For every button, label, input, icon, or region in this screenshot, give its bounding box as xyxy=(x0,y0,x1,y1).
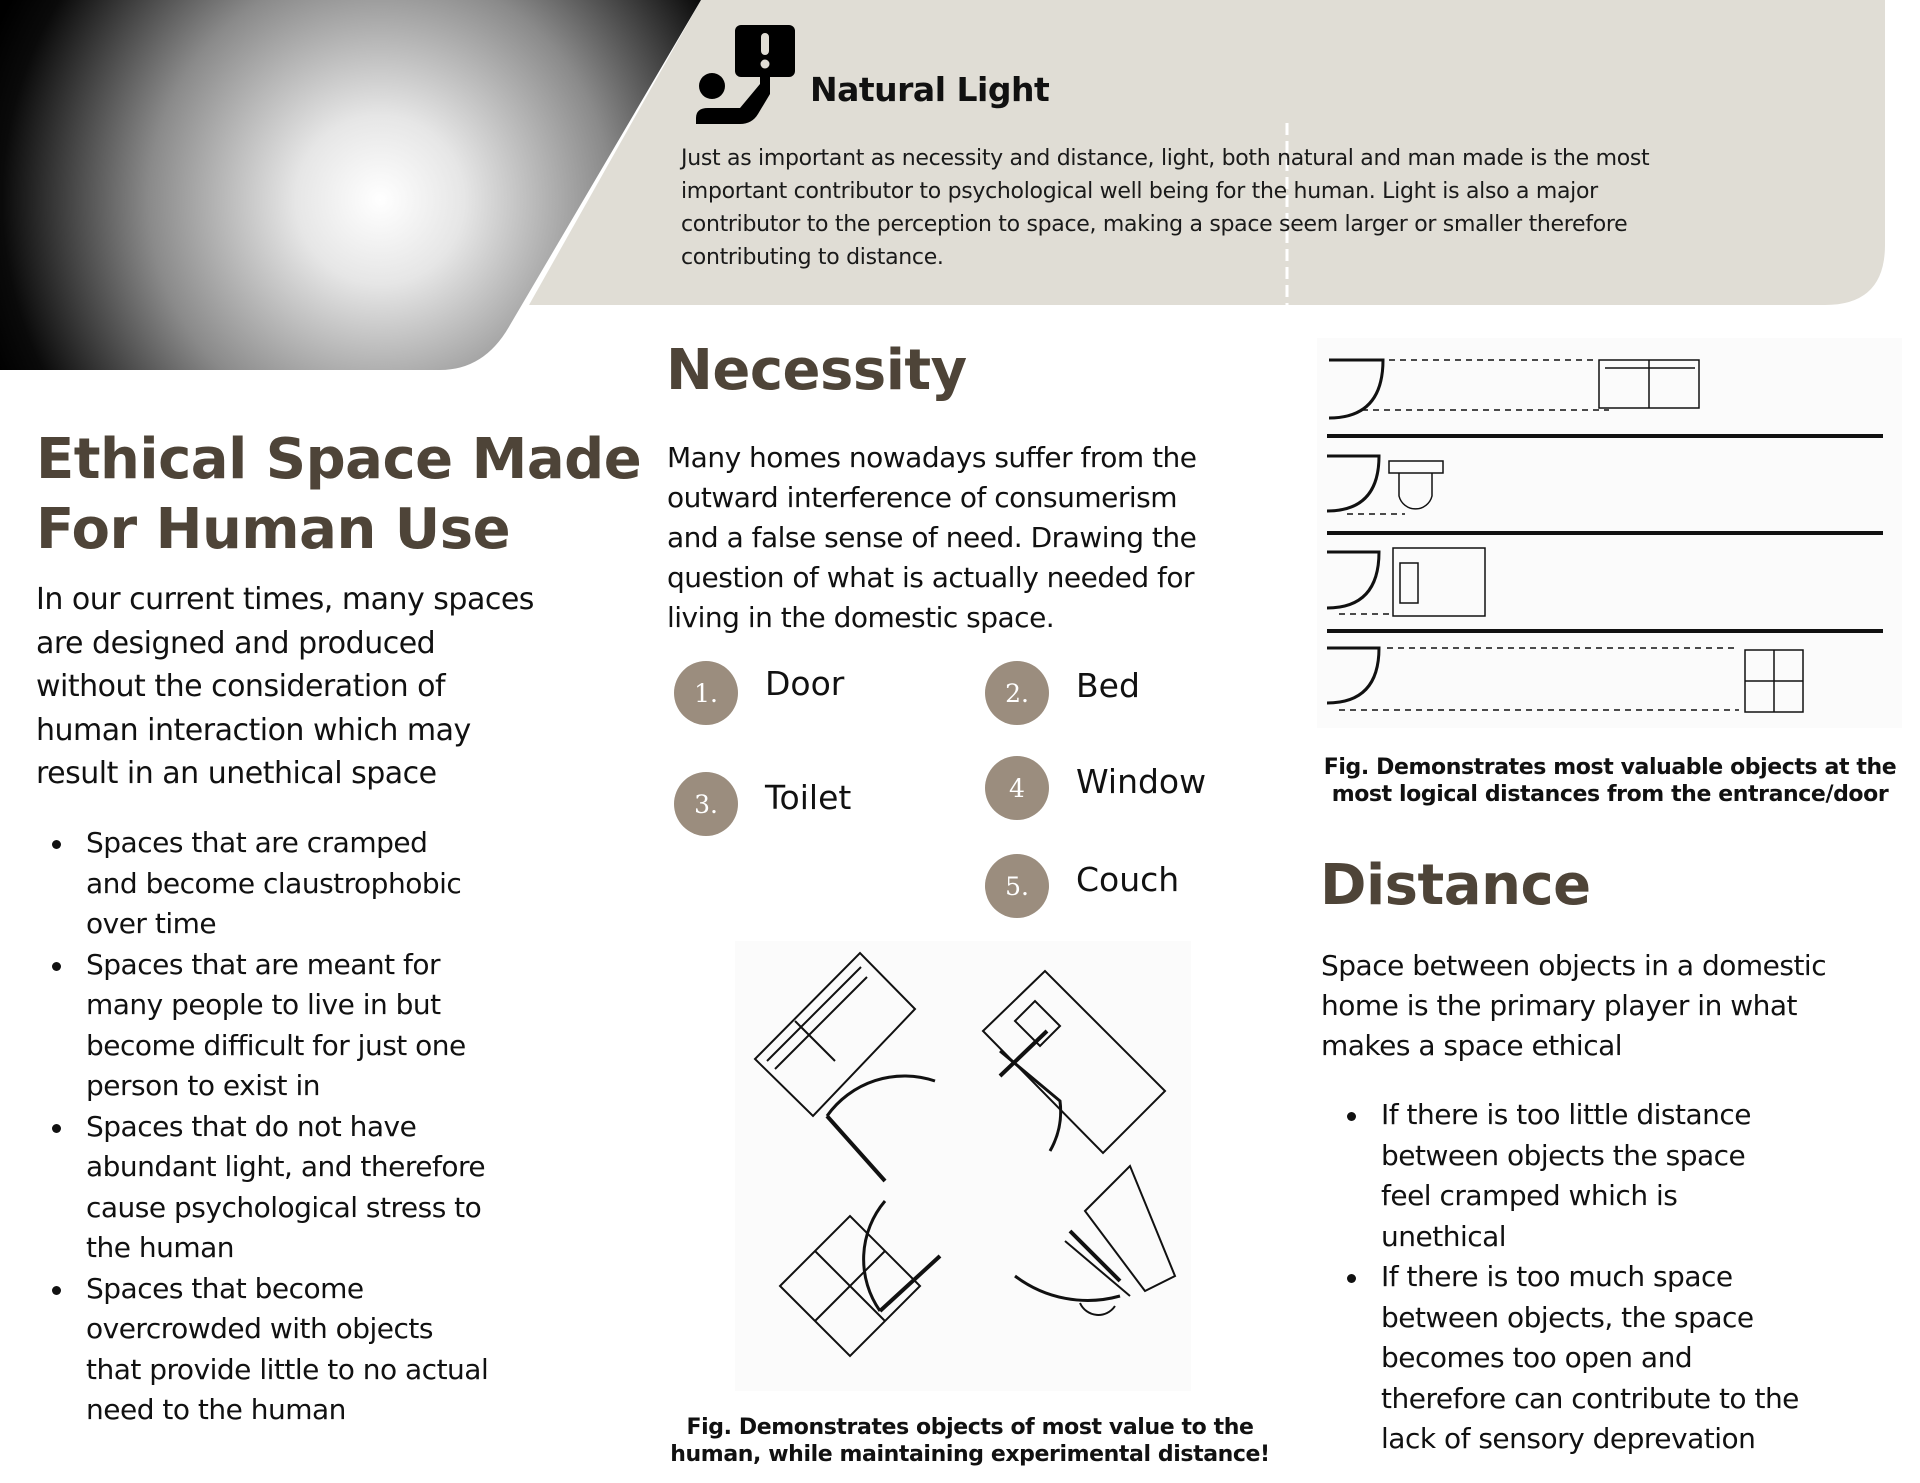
text-line: Space between objects in a domestic xyxy=(1321,949,1827,982)
text-line: without the consideration of xyxy=(36,669,446,704)
text-line: home is the primary player in what xyxy=(1321,989,1798,1022)
distance-list xyxy=(1381,1095,1799,1460)
list-item: If there is too little distance between objects the space feel cramped which is unethical xyxy=(1381,1095,1799,1257)
item-label: Bed xyxy=(1076,666,1140,705)
caption-line: most logical distances from the entrance/door xyxy=(1331,782,1889,807)
number-badge: 3. xyxy=(674,772,738,836)
title-line: Ethical Space Made xyxy=(36,427,642,492)
title-line: For Human Use xyxy=(36,497,511,562)
distance-figure-caption xyxy=(1310,754,1910,808)
number-badge: 4 xyxy=(985,756,1049,820)
natural-light-title: Natural Light xyxy=(810,70,1050,109)
list-item: Spaces that become overcrowded with objects that provide little to no actual need to the human xyxy=(86,1269,488,1431)
necessity-figure-caption xyxy=(640,1414,1300,1468)
text-line: human interaction which may xyxy=(36,712,471,748)
list-item: Spaces that do not have abundant light, and therefore cause psychological stress to the human xyxy=(86,1107,488,1269)
item-label: Toilet xyxy=(765,778,852,817)
necessity-heading: Necessity xyxy=(666,338,967,403)
item-label: Door xyxy=(765,664,845,703)
item-label: Couch xyxy=(1076,860,1180,899)
list-item: Spaces that are cramped and become claustrophobic over time xyxy=(86,823,488,945)
text-line: contributor to the perception to space, making a space seem larger or smaller therefore xyxy=(681,212,1628,237)
distance-paragraph xyxy=(1321,946,1826,1066)
caption-line: human, while maintaining experimental distance! xyxy=(670,1442,1270,1467)
necessity-paragraph xyxy=(667,438,1197,638)
item-label: Window xyxy=(1076,762,1207,801)
text-line: makes a space ethical xyxy=(1321,1029,1623,1062)
caption-line: Fig. Demonstrates most valuable objects at the xyxy=(1323,755,1897,780)
number-badge: 5. xyxy=(985,854,1049,918)
distance-heading: Distance xyxy=(1320,853,1591,918)
text-line: important contributor to psychological well being for the human. Light is also a major xyxy=(681,179,1598,204)
page-title xyxy=(36,425,641,565)
floor-plan-figure xyxy=(735,941,1191,1391)
light-glow-image xyxy=(0,0,701,370)
natural-light-body xyxy=(681,142,1649,274)
text-line: living in the domestic space. xyxy=(667,601,1055,634)
list-item: Spaces that are meant for many people to live in but become difficult for just one person to exist in xyxy=(86,945,488,1107)
intro-paragraph xyxy=(36,578,534,796)
caption-line: Fig. Demonstrates objects of most value to the xyxy=(686,1415,1254,1440)
text-line: and a false sense of need. Drawing the xyxy=(667,521,1197,554)
text-line: Just as important as necessity and distance, light, both natural and man made is the most xyxy=(681,146,1650,171)
text-line: result in an unethical space xyxy=(36,756,437,791)
list-item: If there is too much space between objects, the space becomes too open and therefore can contribute to the lack of sensory deprevation xyxy=(1381,1257,1799,1460)
number-badge: 1. xyxy=(674,661,738,725)
text-line: In our current times, many spaces xyxy=(36,582,534,617)
unethical-space-list xyxy=(86,823,488,1431)
person-holding-alert-sign-icon xyxy=(690,22,800,130)
text-line: are designed and produced xyxy=(36,625,436,661)
text-line: Many homes nowadays suffer from the xyxy=(667,441,1197,474)
number-badge: 2. xyxy=(985,661,1049,725)
distance-diagram xyxy=(1317,338,1902,728)
text-line: contributing to distance. xyxy=(681,245,944,270)
text-line: question of what is actually needed for xyxy=(667,561,1195,594)
text-line: outward interference of consumerism xyxy=(667,481,1177,514)
